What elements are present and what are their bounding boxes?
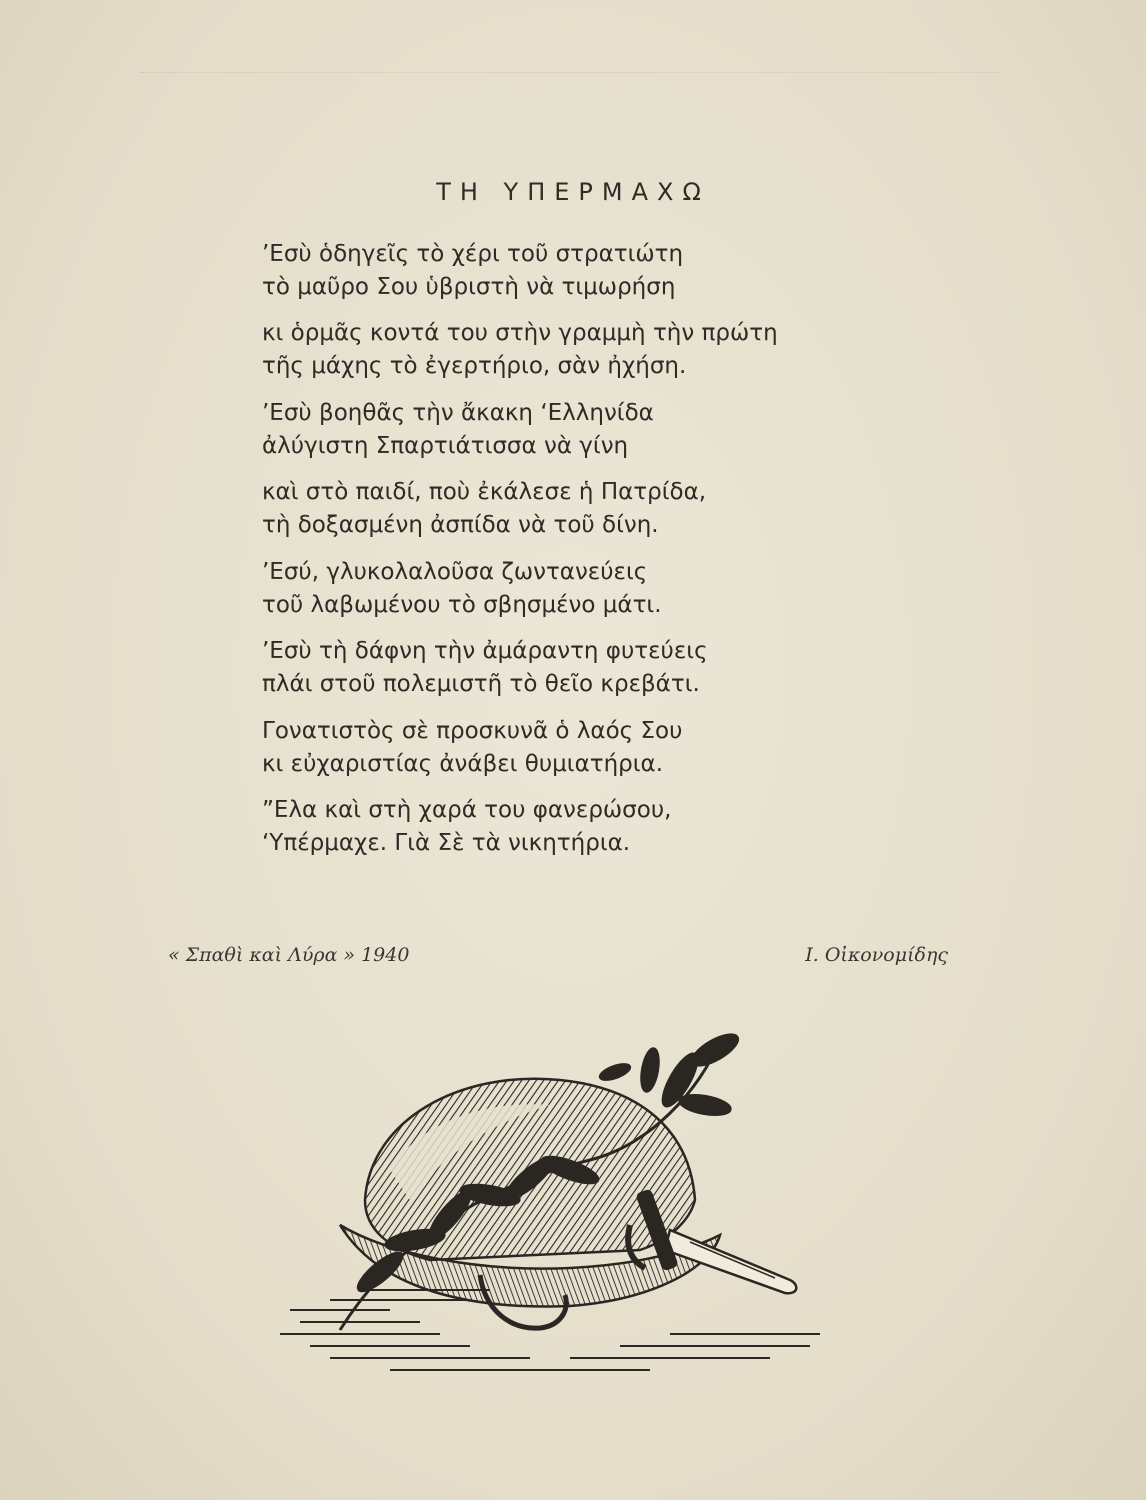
stanza [262,238,922,304]
poem-line: ’Εσύ, γλυκολαλοῦσα ζωντανεύεις [262,559,648,585]
poem-line: πλάι στοῦ πολεμιστῆ τὸ θεῖο κρεβάτι. [262,671,700,697]
poem-line: ”Ελα καὶ στὴ χαρά του φανερώσου, [262,797,672,823]
poem-line: τὸ μαῦρο Σου ὑβριστὴ νὰ τιμωρήση [262,274,676,300]
poem-line: ’Εσὺ βοηθᾶς τὴν ἄκακη ‘Ελληνίδα [262,400,654,426]
bleed-through-header [140,72,1000,93]
poem-line: ’Εσὺ τὴ δάφνη τὴν ἀμάραντη φυτεύεις [262,638,708,664]
stanza [262,794,922,860]
poem-line: ‘Υπέρμαχε. Γιὰ Σὲ τὰ νικητήρια. [262,830,631,856]
poem-line: τῆς μάχης τὸ ἐγερτήριο, σὰν ἠχήση. [262,353,687,379]
stanza [262,556,922,622]
poem-line: ’Εσὺ ὁδηγεῖς τὸ χέρι τοῦ στρατιώτη [262,241,684,267]
author-signature: Ι. Οἰκονομίδης [805,944,948,966]
poem-title: ΤΗ ΥΠΕΡΜΑΧΩ [436,178,710,206]
poem-line: τὴ δοξασμένη ἀσπίδα νὰ τοῦ δίνη. [262,512,659,538]
stanza [262,476,922,542]
source-citation: « Σπαθὶ καὶ Λύρα » 1940 [168,944,410,966]
stanza [262,635,922,701]
poem-line: κι ὁρμᾶς κοντά του στὴν γραμμὴ τὴν πρώτη [262,320,778,346]
poem-body [262,238,922,860]
stanza [262,317,922,383]
helmet-laurel-sword-icon [270,1010,830,1390]
stanza [262,715,922,781]
stanza [262,397,922,463]
poem-line: ἀλύγιστη Σπαρτιάτισσα νὰ γίνη [262,433,629,459]
poem-line: καὶ στὸ παιδί, ποὺ ἐκάλεσε ἡ Πατρίδα, [262,479,707,505]
poem-line: κι εὐχαριστίας ἀνάβει θυμιατήρια. [262,751,664,777]
poem-line: τοῦ λαβωμένου τὸ σβησμένο μάτι. [262,592,662,618]
poem-line: Γονατιστὸς σὲ προσκυνᾶ ὁ λαός Σου [262,718,683,744]
